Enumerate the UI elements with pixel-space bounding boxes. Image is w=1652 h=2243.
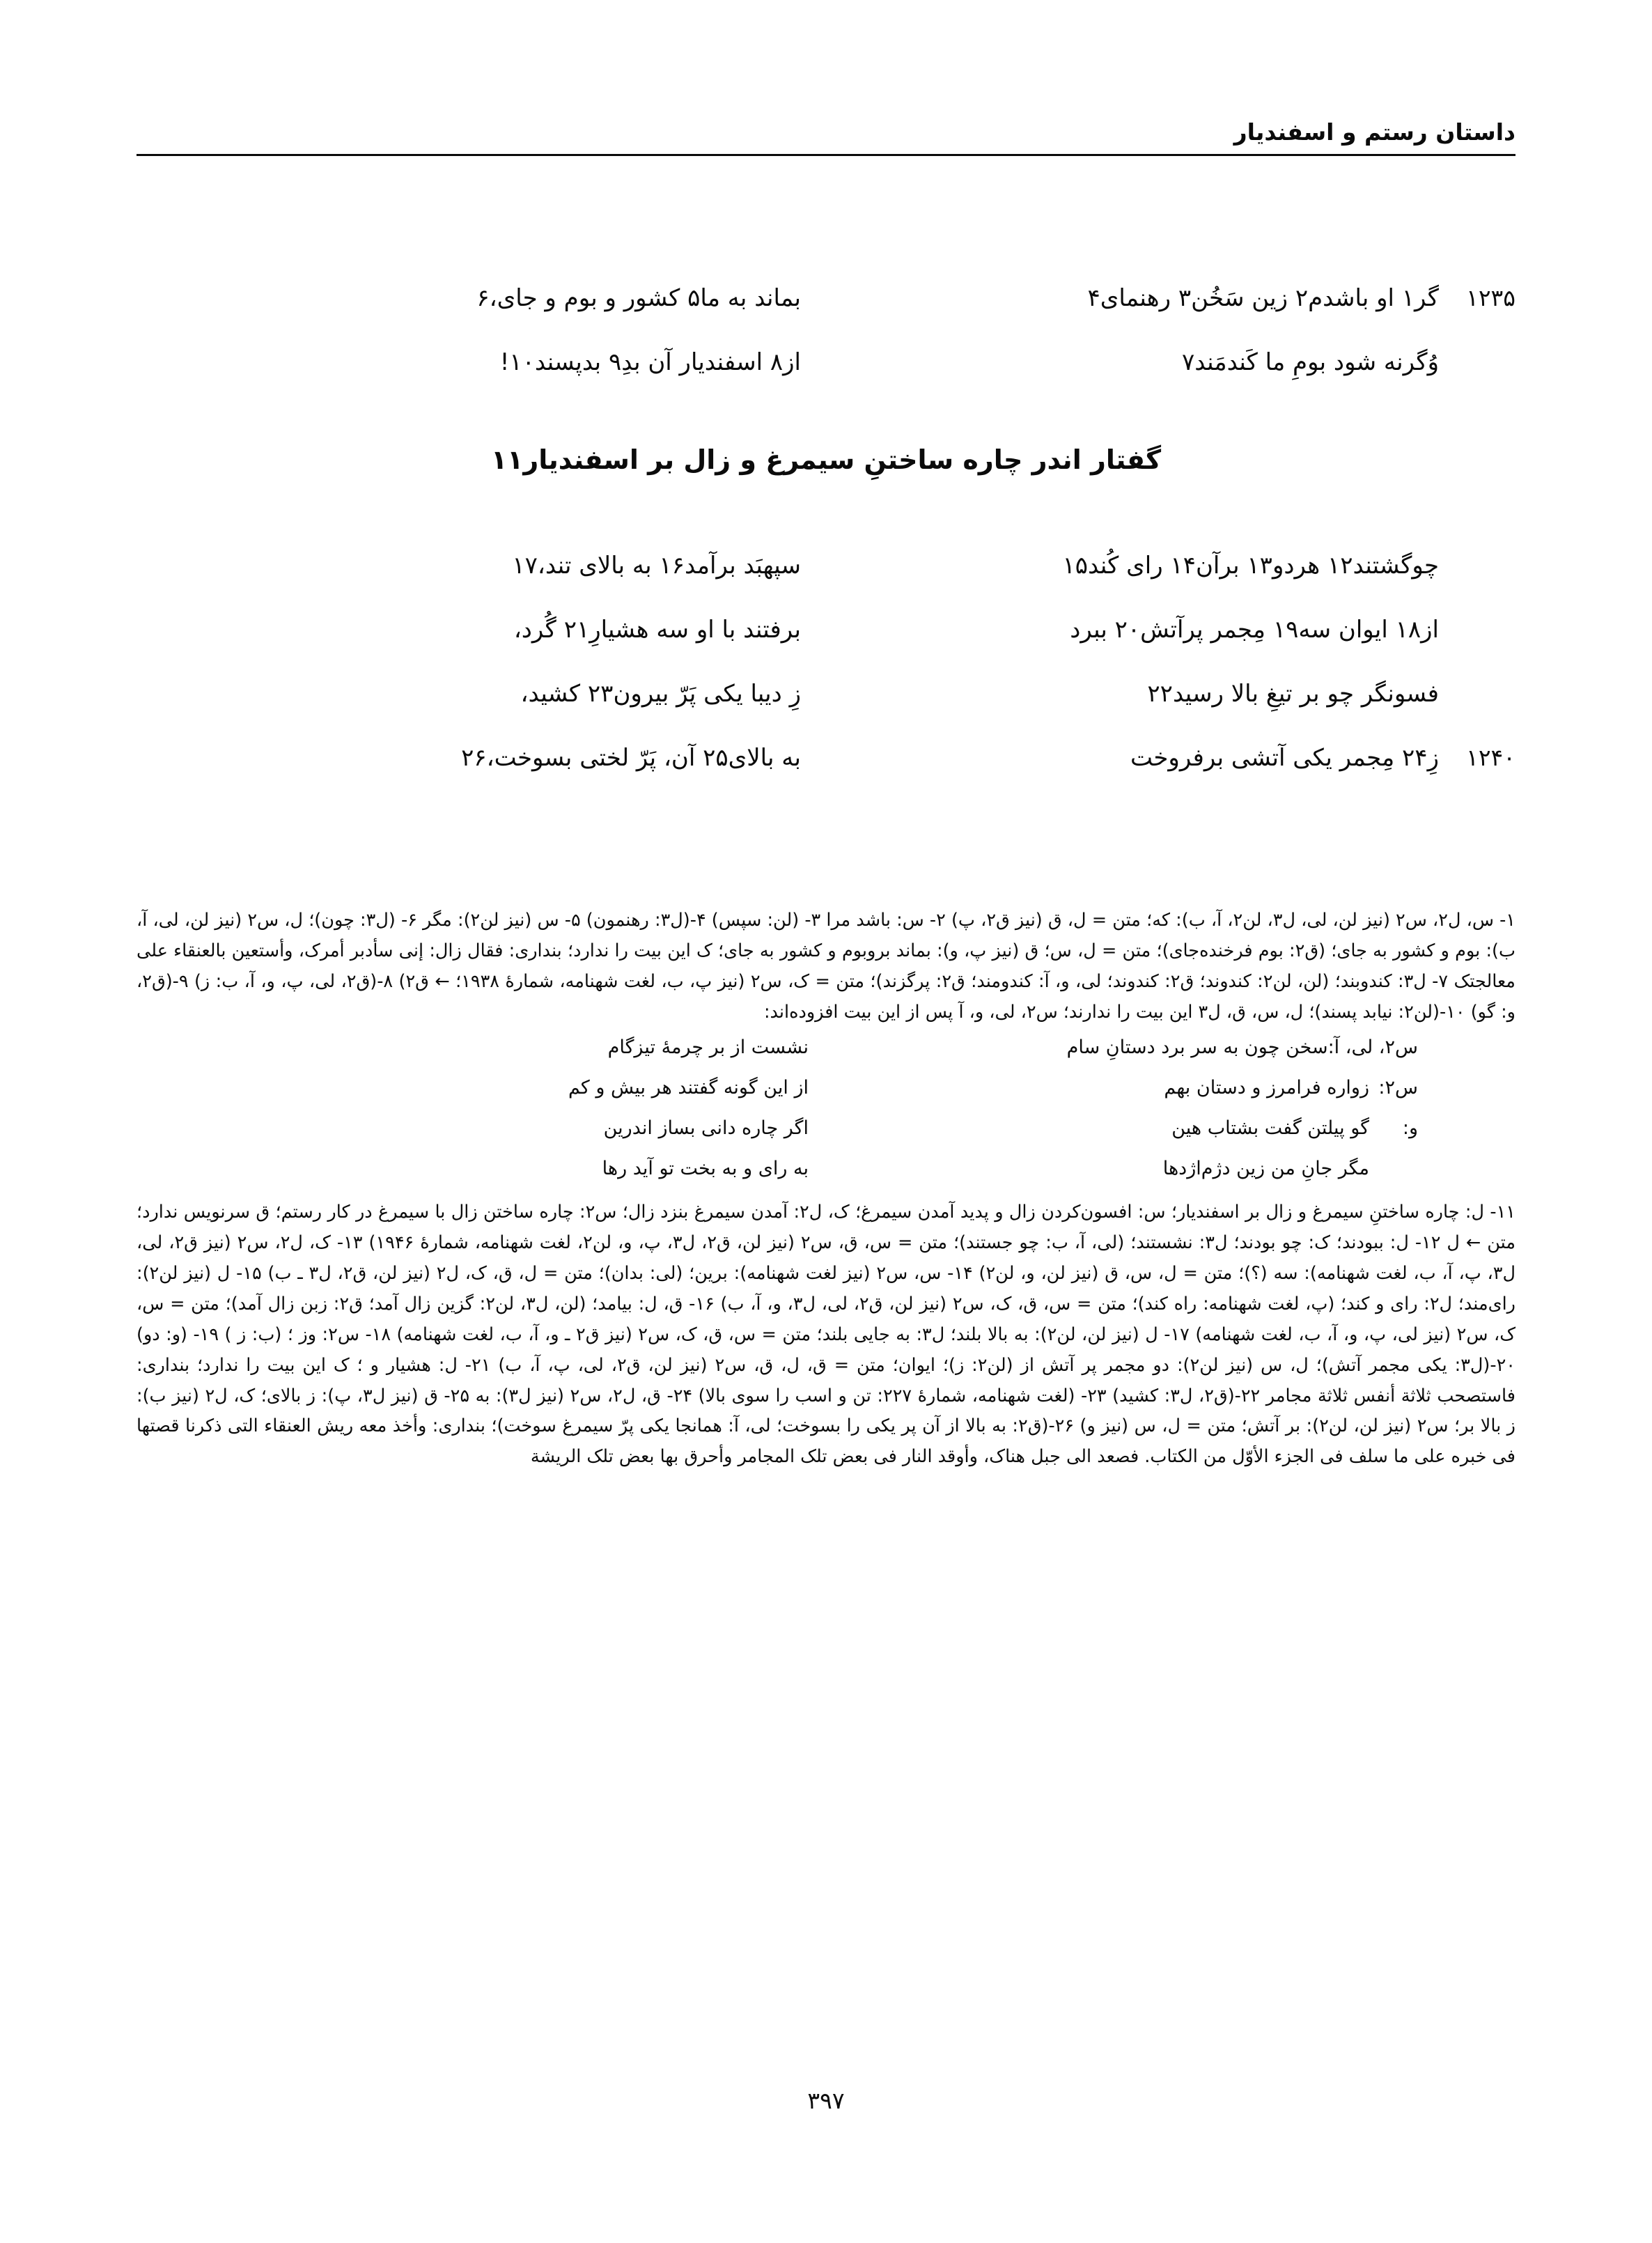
hemistich-left: به بالای۲۵ آن، پَرّ لختی بسوخت،۲۶ <box>461 744 801 772</box>
hemistich-right <box>826 678 1515 711</box>
quoted-hemistich-right <box>829 1112 1418 1144</box>
quoted-hemistich-text: گو پیلتن گفت بشتاب هین <box>1171 1117 1369 1140</box>
hemistich-left: بماند به ما۵ کشور و بوم و جای،۶ <box>476 284 801 312</box>
hemistich-right <box>826 550 1515 582</box>
quoted-hemistich-left: نشست از بر چرمهٔ تیزگام <box>607 1037 809 1059</box>
critical-apparatus <box>137 906 1515 1473</box>
witness-label: و: <box>1402 1117 1418 1140</box>
couplet <box>137 614 1515 678</box>
quoted-couplet <box>241 1072 1418 1112</box>
quoted-couplet <box>241 1153 1418 1193</box>
apparatus-quoted-verses <box>137 1032 1515 1193</box>
hemistich-right <box>826 743 1515 775</box>
quoted-couplet <box>241 1112 1418 1153</box>
hemistich-left: زِ دیبا یکی پَرّ بیرون۲۳ کشید، <box>520 680 801 708</box>
quoted-hemistich-right <box>829 1072 1418 1104</box>
quoted-hemistich-left: از این گونه گفتند هر بیش و کم <box>568 1077 809 1099</box>
hemistich-text: از۱۸ ایوان سه۱۹ مِجمر پرآتش۲۰ ببرد <box>1070 616 1439 644</box>
quoted-hemistich-right <box>829 1153 1418 1185</box>
quoted-hemistich-text: مگر جانِ من زین دژم‌اژدها <box>1162 1158 1369 1180</box>
apparatus-paragraph: ۱۱- ل: چاره ساختنِ سیمرغ و زال بر اسفندیار؛ س: افسون‌کردن زال و پدید آمدن سیمرغ؛ ک، ل۲: آمدن سیمرغ بنزد زال؛ س۲: چاره ساختن زال با سیمرغ در کار رستم؛ ق سرنویس ندارد؛ متن ← ل ۱۲- ل: ببودند؛ ک: چو بودند؛ ل۳: نشستند؛ (لی، آ، ب: چو جستند)؛ متن = س، ق، س۲ (نیز لن، ق۲، ل۳، پ، و، لن۲، لغت شهنامه، شمارهٔ ۱۹۴۶) ۱۳- ک، ل۲، س۲ (نیز ق۲، لی، ل۳، پ، آ، ب، لغت شهنامه): سه (؟)؛ متن = ل، س، ق (نیز لن، و، لن۲) ۱۴- س، س۲ (نیز لغت شهنامه): برین؛ (لی: بدان)؛ متن = ل، ق، ک، ل۲ (نیز لن، ق۲، ل۳ ـ ب) ۱۵- ل (نیز لن۲): رای‌مند؛ ل۲: رای و کند؛ (پ، لغت شهنامه: راه کند)؛ متن = س، ق، ک، س۲ (نیز لن، ق۲، لی، ل۳، و، آ، ب) ۱۶- ق، ل: بیامد؛ (لن، ل۳، لن۲: گزین زال آمد؛ ق۲: زبن زال آمد)؛ متن = س، ک، س۲ (نیز لی، پ، و، آ، ب، لغت شهنامه) ۱۷- ل (نیز لن، لن۲): به بالا بلند؛ ل۳: به جایی بلند؛ متن = س، ق، ک، س۲ (نیز ق۲ ـ و، آ، ب، لغت شهنامه) ۱۸- س۲: وز ؛ (ب: ز ) ۱۹- (و: دو) ۲۰-(ل۳: یکی مجمر آتش)؛ ل، س (نیز لن۲): دو مجمر پر آتش از (لن۲: ز)؛ ایوان؛ متن = ق، ل، ق، س۲ (نیز لن، ق۲، لی، پ، آ، ب) ۲۱- ل: هشیار و ؛ ک این بیت را ندارد؛ بنداری: فاستصحب ثلاثة أنفس ثلاثة مجامر ۲۲-(ق۲، ل۳: کشید) ۲۳- (لغت شهنامه، شمارهٔ ۲۲۷: تن و اسب را سوی بالا) ۲۴- ق، ل۲، س۲ (نیز ل۳): به ۲۵- ق (نیز ل۳، پ): ز بالای؛ ک، ل۲ (نیز ب): ز بالا بر؛ س۲ (نیز لن، لن۲): بر آتش؛ متن = ل، س (نیز و) ۲۶-(ق۲: به بالا از آن پر یکی را بسوخت؛ لی، آ: همانجا یکی پرّ سیمرغ سوخت)؛ بنداری: وأخذ معه ریش العنقاء التی ذکرنا قصتها فی خبره علی ما سلف فی الجزء الأوّل من الکتاب. فصعد الی جبل هناک، وأوقد النار فی بعض تلک المجامر وأحرق بها بعض تلک الریشة <box>137 1202 1516 1468</box>
quoted-hemistich-text: سخن چون به سر برد دستانِ سام <box>1066 1037 1328 1059</box>
couplet <box>137 678 1515 743</box>
witness-label: س۲: <box>1378 1077 1418 1099</box>
hemistich-right <box>826 283 1515 315</box>
apparatus-paragraph: ۱- س، ل۲، س۲ (نیز لن، لی، ل۳، لن۲، آ، ب): که؛ متن = ل، ق (نیز ق۲، پ) ۲- س: باشد مرا ۳- (لن: سپس) ۴-(ل۳: رهنمون) ۵- س (نیز لن۲): مگر ۶- (ل۳: چون)؛ ل، س۲ (نیز لن، لی، آ، ب): بوم و کشور به جای؛ (ق۲: بوم فرخنده‌جای)؛ متن = ل، س؛ ق (نیز پ، و): بماند بروبوم و کشور به جای؛ ک این بیت را ندارد؛ بنداری: فقال زال: إنی سأدبر أمرک، وأستعین بالعنقاء علی معالجتک ۷- ل۳: کندوبند؛ (لن، لن۲: کندوند؛ ق۲: کندوند؛ لی، و، آ: کندومند؛ ق۲: پرگزند)؛ متن = ک، س۲ (نیز پ، ب، لغت شهنامه، شمارهٔ ۱۹۳۸؛ ← ق۲) ۸-(ق۲، لی، پ، و، آ، ب: ز) ۹-(ق۲، و: گو) ۱۰-(لن۲: نیابد پسند)؛ ل، س، ق، ل۳ این بیت را ندارند؛ س۲، لی، و، آ پس از این بیت افزوده‌اند: <box>137 910 1515 1023</box>
quoted-couplet <box>241 1032 1418 1072</box>
hemistich-text: فسونگر چو بر تیغِ بالا رسید۲۲ <box>1147 680 1439 708</box>
running-head-title: داستان رستم و اسفندیار <box>1233 118 1515 146</box>
couplet <box>137 283 1515 347</box>
hemistich-text: وُگرنه شود بومِ ما کَندمَند۷ <box>1181 348 1439 376</box>
verse-block-lower <box>137 550 1515 807</box>
witness-label: س۲، لی، آ: <box>1327 1037 1418 1059</box>
running-head <box>137 118 1515 156</box>
hemistich-left: سپهبَد برآمد۱۶ به بالای تند،۱۷ <box>512 552 801 580</box>
verse-block-upper <box>137 283 1515 411</box>
hemistich-right <box>826 347 1515 379</box>
hemistich-text: زِ۲۴ مِجمر یکی آتشی برفروخت <box>1130 744 1439 772</box>
page-number: ۳۹۷ <box>807 2087 845 2114</box>
couplet <box>137 743 1515 807</box>
hemistich-left: از۸ اسفندیار آن بدِ۹ بدپسند۱۰! <box>499 348 801 376</box>
verse-number: ۱۲۳۵ <box>1466 284 1515 311</box>
quoted-hemistich-left: اگر چاره دانی بساز اندرین <box>603 1117 809 1140</box>
running-head-rule <box>137 154 1515 156</box>
hemistich-text: چوگشتند۱۲ هردو۱۳ برآن۱۴ رای کُند۱۵ <box>1062 552 1439 580</box>
verse-number: ۱۲۴۰ <box>1466 744 1515 771</box>
hemistich-left: برفتند با او سه هشیارِ۲۱ گُرد، <box>513 616 801 644</box>
couplet <box>137 550 1515 614</box>
couplet <box>137 347 1515 411</box>
quoted-hemistich-right <box>829 1032 1418 1064</box>
quoted-hemistich-text: زواره فرامرز و دستان بهم <box>1164 1077 1369 1099</box>
section-heading: گفتار اندر چاره ساختنِ سیمرغ و زال بر اسفندیار۱۱ <box>490 444 1162 475</box>
hemistich-right <box>826 614 1515 646</box>
quoted-hemistich-left: به رای و به بخت تو آید رها <box>602 1158 809 1180</box>
hemistich-text: گر۱ او باشدم۲ زین سَخُن۳ رهنمای۴ <box>1087 284 1439 312</box>
